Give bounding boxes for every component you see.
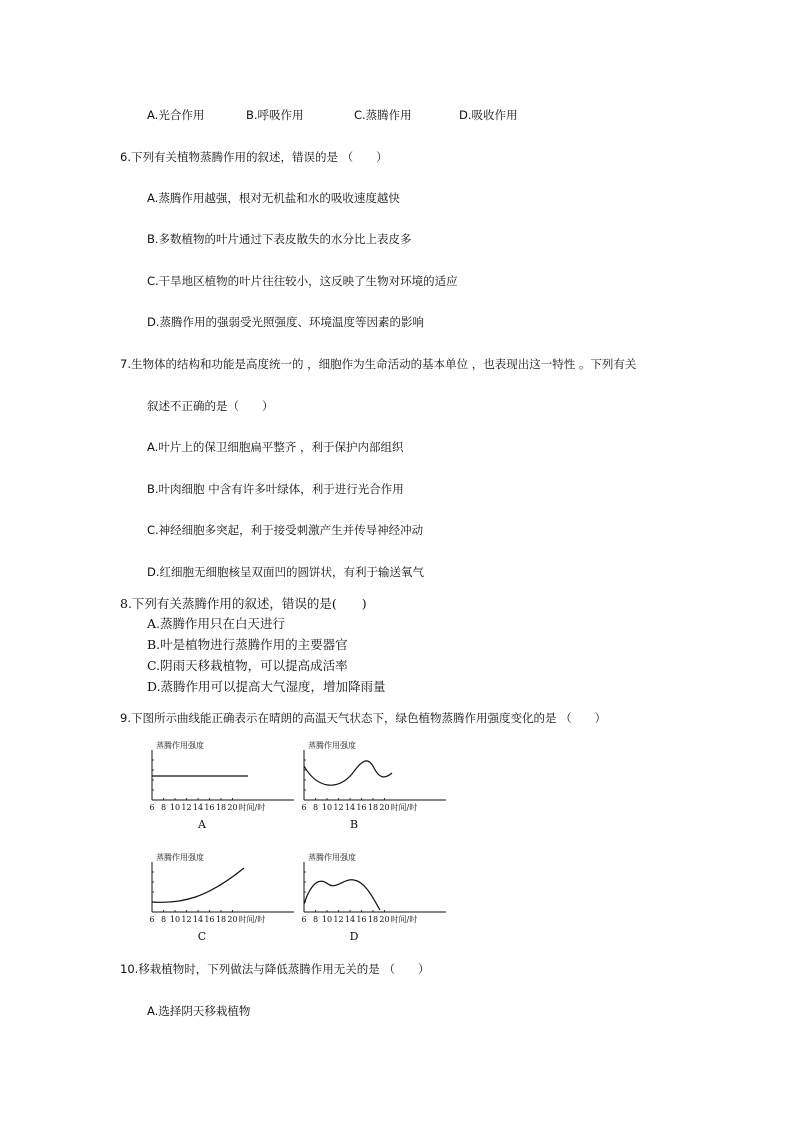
q7-option-c: C.神经细胞多突起，利于接受刺激产生并传导神经冲动 [147, 523, 424, 537]
graph-caption: C [197, 930, 207, 943]
x-tick-label: 14 [192, 915, 204, 924]
x-tick-label: 6 [301, 915, 307, 924]
q5-option-d: D.吸收作用 [459, 108, 518, 122]
q5-option-a: A.光合作用 [147, 108, 205, 122]
x-tick-label: 8 [312, 915, 319, 924]
q7-option-b: B.叶肉细胞 中含有许多叶绿体，利于进行光合作用 [147, 482, 404, 496]
x-tick-label: 10 [321, 915, 333, 924]
x-tick-label: 18 [367, 803, 379, 812]
x-tick-label: 14 [344, 803, 356, 812]
x-tick-label: 10 [169, 803, 181, 812]
q8-option-a: A.蒸腾作用只在白天进行 [147, 616, 286, 631]
x-tick-label: 10 [169, 915, 181, 924]
q10-stem: 10.移栽植物时，下列做法与降低蒸腾作用无关的是 （ ） [120, 962, 430, 976]
x-tick-label: 6 [149, 803, 155, 812]
x-tick-label: 20 [379, 915, 390, 924]
x-tick-label: 10 [321, 803, 333, 812]
x-tick-label: 16 [356, 803, 367, 812]
q6-option-a: A.蒸腾作用越强，根对无机盐和水的吸收速度越快 [147, 191, 400, 205]
curve-wave [304, 761, 392, 785]
curve-rising [152, 868, 244, 902]
q8-option-c: C.阴雨天移栽植物，可以提高成活率 [147, 658, 348, 673]
graph-c-svg [140, 850, 290, 948]
q10-option-a: A.选择阴天移栽植物 [147, 1004, 251, 1018]
x-tick-label: 16 [204, 915, 215, 924]
graph-b [292, 738, 442, 837]
x-tick-label: 12 [181, 803, 192, 812]
graph-c [140, 850, 290, 952]
q9-stem: 9.下图所示曲线能正确表示在晴朗的高温天气状态下，绿色植物蒸腾作用强度变化的是 （ ） [120, 711, 607, 725]
x-tick-label: 18 [215, 915, 227, 924]
graph-d [292, 850, 442, 952]
y-axis-label: 蒸腾作用强度 [308, 853, 356, 862]
q6-stem: 6.下列有关植物蒸腾作用的叙述，错误的是 （ ） [120, 150, 388, 164]
q5-option-c: C.蒸腾作用 [354, 108, 412, 122]
x-axis-label: 时间/时 [390, 915, 418, 924]
x-tick-label: 18 [367, 915, 379, 924]
q6-option-b: B.多数植物的叶片通过下表皮散失的水分比上表皮多 [147, 232, 412, 246]
x-tick-label: 20 [227, 803, 238, 812]
x-tick-label: 16 [204, 803, 215, 812]
x-tick-label: 16 [356, 915, 367, 924]
x-tick-label: 12 [181, 915, 192, 924]
x-tick-label: 18 [215, 803, 227, 812]
x-axis-label: 时间/时 [238, 803, 266, 812]
x-axis-label: 时间/时 [238, 915, 266, 924]
x-tick-label: 12 [333, 915, 344, 924]
q7-option-a: A.叶片上的保卫细胞扁平整齐 ，利于保护内部组织 [147, 440, 404, 454]
graph-b-svg [292, 738, 442, 833]
q7-stem-line1: 7.生物体的结构和功能是高度统一的 ，细胞作为生命活动的基本单位 ，也表现出这一特性 。下列有关 [120, 357, 637, 371]
graph-a-svg [140, 738, 275, 833]
q6-option-d: D.蒸腾作用的强弱受光照强度、环境温度等因素的影响 [147, 315, 425, 329]
q5-option-b: B.呼吸作用 [246, 108, 304, 122]
graph-caption: A [198, 818, 206, 831]
y-axis-label: 蒸腾作用强度 [156, 741, 204, 750]
x-tick-label: 20 [379, 803, 390, 812]
x-tick-label: 14 [192, 803, 204, 812]
x-tick-label: 8 [160, 915, 167, 924]
graph-caption: B [349, 818, 359, 831]
x-tick-label: 14 [344, 915, 356, 924]
q8-stem: 8.下列有关蒸腾作用的叙述，错误的是( ) [120, 596, 367, 611]
q8-option-d: D.蒸腾作用可以提高大气湿度，增加降雨量 [147, 679, 386, 694]
x-tick-label: 6 [149, 915, 155, 924]
x-tick-label: 8 [312, 803, 319, 812]
graph-caption: D [349, 930, 359, 943]
q7-stem-line2: 叙述不正确的是（ ） [147, 399, 274, 413]
y-axis-label: 蒸腾作用强度 [308, 741, 356, 750]
x-tick-label: 8 [160, 803, 167, 812]
q7-option-d: D.红细胞无细胞核呈双面凹的圆饼状，有利于输送氧气 [147, 565, 425, 579]
x-tick-label: 20 [227, 915, 238, 924]
graph-d-svg [292, 850, 442, 948]
x-tick-label: 6 [301, 803, 307, 812]
x-tick-label: 12 [333, 803, 344, 812]
curve-double-peak [304, 880, 380, 910]
x-axis-label: 时间/时 [390, 803, 418, 812]
q6-option-c: C.干旱地区植物的叶片往往较小，这反映了生物对环境的适应 [147, 274, 458, 288]
q8-option-b: B.叶是植物进行蒸腾作用的主要器官 [147, 637, 348, 652]
y-axis-label: 蒸腾作用强度 [156, 853, 204, 862]
graph-a [140, 738, 275, 837]
